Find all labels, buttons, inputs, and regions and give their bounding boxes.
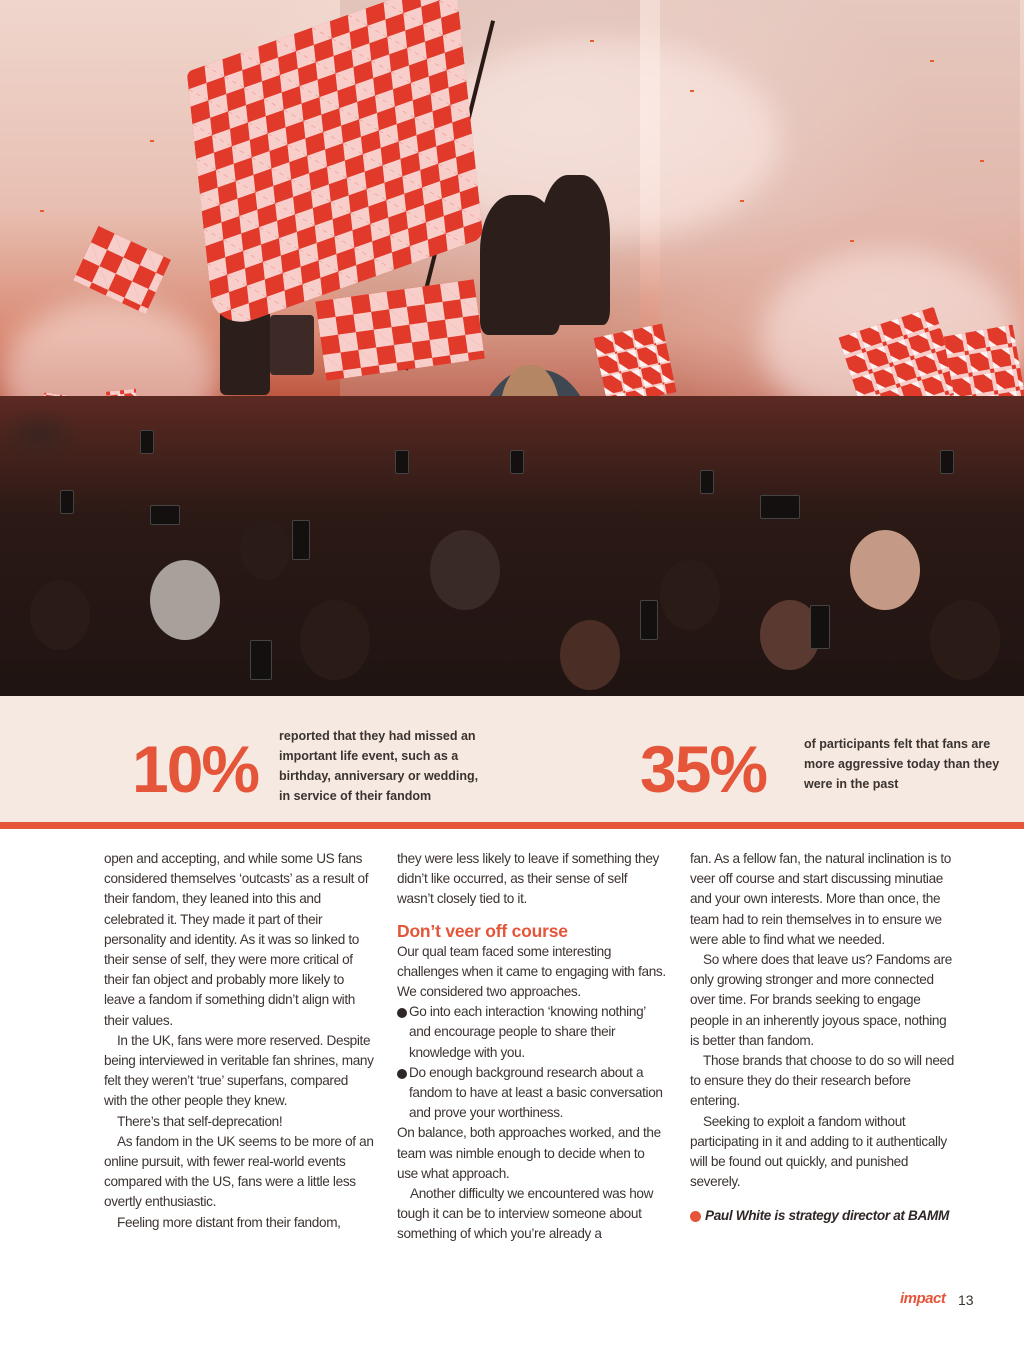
crowd-head — [30, 580, 90, 650]
byline-bullet-icon — [690, 1211, 701, 1222]
article-column-3 — [690, 849, 958, 1227]
crowd-head — [660, 560, 720, 630]
raised-phone — [395, 450, 409, 474]
crowd-head — [240, 520, 290, 580]
body-paragraph: On balance, both approaches worked, and the team was nimble enough to decide when to use what approach. — [397, 1125, 661, 1181]
body-paragraph: So where does that leave us? Fandoms are only growing stronger and more connected over time. For brands seeking to engage people in an inherently joyous space, nothing is better than fandom. — [690, 952, 952, 1048]
raised-phone — [700, 470, 714, 494]
bullet-item — [397, 1002, 667, 1063]
stat-description — [804, 734, 1014, 794]
crowd-head — [150, 560, 220, 640]
stat-text-line: important life event, such as a — [279, 749, 459, 763]
confetti — [40, 210, 44, 212]
body-paragraph: As fandom in the UK seems to be more of an online pursuit, with fewer real-world events compared with the US, fans were a little less overtly enthusiastic. — [104, 1133, 374, 1210]
raised-phone — [292, 520, 310, 560]
section-heading: Don’t veer off course — [397, 920, 568, 941]
byline-text: Paul White is strategy director at BAMM — [705, 1208, 949, 1224]
no-entry-sign — [270, 315, 314, 375]
bullet-text: Do enough background research about a fandom to have at least a basic conversation and prove your worthiness. — [409, 1064, 663, 1121]
confetti — [930, 60, 934, 62]
stat-text-line: reported that they had missed an — [279, 729, 476, 743]
body-paragraph: Those brands that choose to do so will need to ensure they do their research before entering. — [690, 1053, 954, 1109]
bullet-icon — [397, 1008, 407, 1018]
raised-phone — [250, 640, 272, 680]
confetti — [690, 90, 694, 92]
article-column-2 — [397, 849, 667, 1245]
body-paragraph: fan. As a fellow fan, the natural inclination is to veer off course and start discussing minutiae and your own interests. More than once, the team had to rein themselves in to ensure we were able to find what we needed. — [690, 851, 951, 947]
raised-phone — [140, 430, 154, 454]
confetti — [980, 160, 984, 162]
article-column-1 — [104, 849, 374, 1233]
stat-text-line: more aggressive today than they — [804, 757, 1000, 771]
stat-description — [279, 726, 499, 806]
stat-text-line: were in the past — [804, 777, 899, 791]
body-paragraph: open and accepting, and while some US fans considered themselves ‘outcasts’ as a result of their fandom, they leaned into this and celebrated it. They made it part of their personality and identity. As it was so linked to their sense of self, they were more critical of their fan object and probably more likely to leave a fandom if something didn’t align with their values. — [104, 851, 369, 1028]
confetti — [590, 40, 594, 42]
raised-phone — [510, 450, 524, 474]
stat-text-line: in service of their fandom — [279, 789, 432, 803]
raised-phone — [810, 605, 830, 649]
bullet-text: Go into each interaction ‘knowing nothing’ and encourage people to share their knowledge with you. — [409, 1004, 646, 1060]
raised-phone — [760, 495, 800, 519]
crowd-head — [930, 600, 1000, 680]
crowd-head — [850, 530, 920, 610]
author-byline — [690, 1206, 958, 1226]
confetti — [740, 200, 744, 202]
bullet-icon — [397, 1069, 407, 1079]
body-paragraph: In the UK, fans were more reserved. Despite being interviewed in veritable fan shrines, many felt they weren’t ‘true’ superfans, compared with the other people they knew. — [104, 1032, 374, 1109]
body-paragraph: they were less likely to leave if something they didn’t like occurred, as their sense of self wasn’t closely tied to it. — [397, 851, 660, 907]
confetti — [150, 140, 154, 142]
body-paragraph: Seeking to exploit a fandom without participating in it and adding to it authentically will be found out quickly, and punished severely. — [690, 1113, 947, 1190]
body-paragraph: There’s that self-deprecation! — [117, 1113, 283, 1129]
stat-number: 35% — [640, 732, 767, 806]
raised-phone — [150, 505, 180, 525]
raised-phone — [640, 600, 658, 640]
stat-number: 10% — [132, 732, 259, 806]
raised-phone — [60, 490, 74, 514]
body-paragraph: Another difficulty we encountered was how tough it can be to interview someone about something of which you’re already a — [397, 1186, 654, 1242]
magazine-logo: impact — [900, 1290, 946, 1307]
crowd-head — [300, 600, 370, 680]
stat-text-line: birthday, anniversary or wedding, — [279, 769, 479, 783]
banner-flag — [593, 323, 676, 406]
body-paragraph: Our qual team faced some interesting challenges when it came to engaging with fans. We considered two approaches. — [397, 943, 666, 1000]
standing-fan-silhouette — [540, 175, 610, 325]
page-number: 13 — [958, 1292, 974, 1308]
body-paragraph: Feeling more distant from their fandom, — [117, 1214, 341, 1230]
confetti — [850, 240, 854, 242]
raised-phone — [940, 450, 954, 474]
crowd-head — [560, 620, 620, 690]
stat-text-line: of participants felt that fans are — [804, 737, 991, 751]
crowd-head — [430, 530, 500, 610]
stats-divider — [0, 822, 1024, 829]
bullet-item — [397, 1063, 667, 1124]
